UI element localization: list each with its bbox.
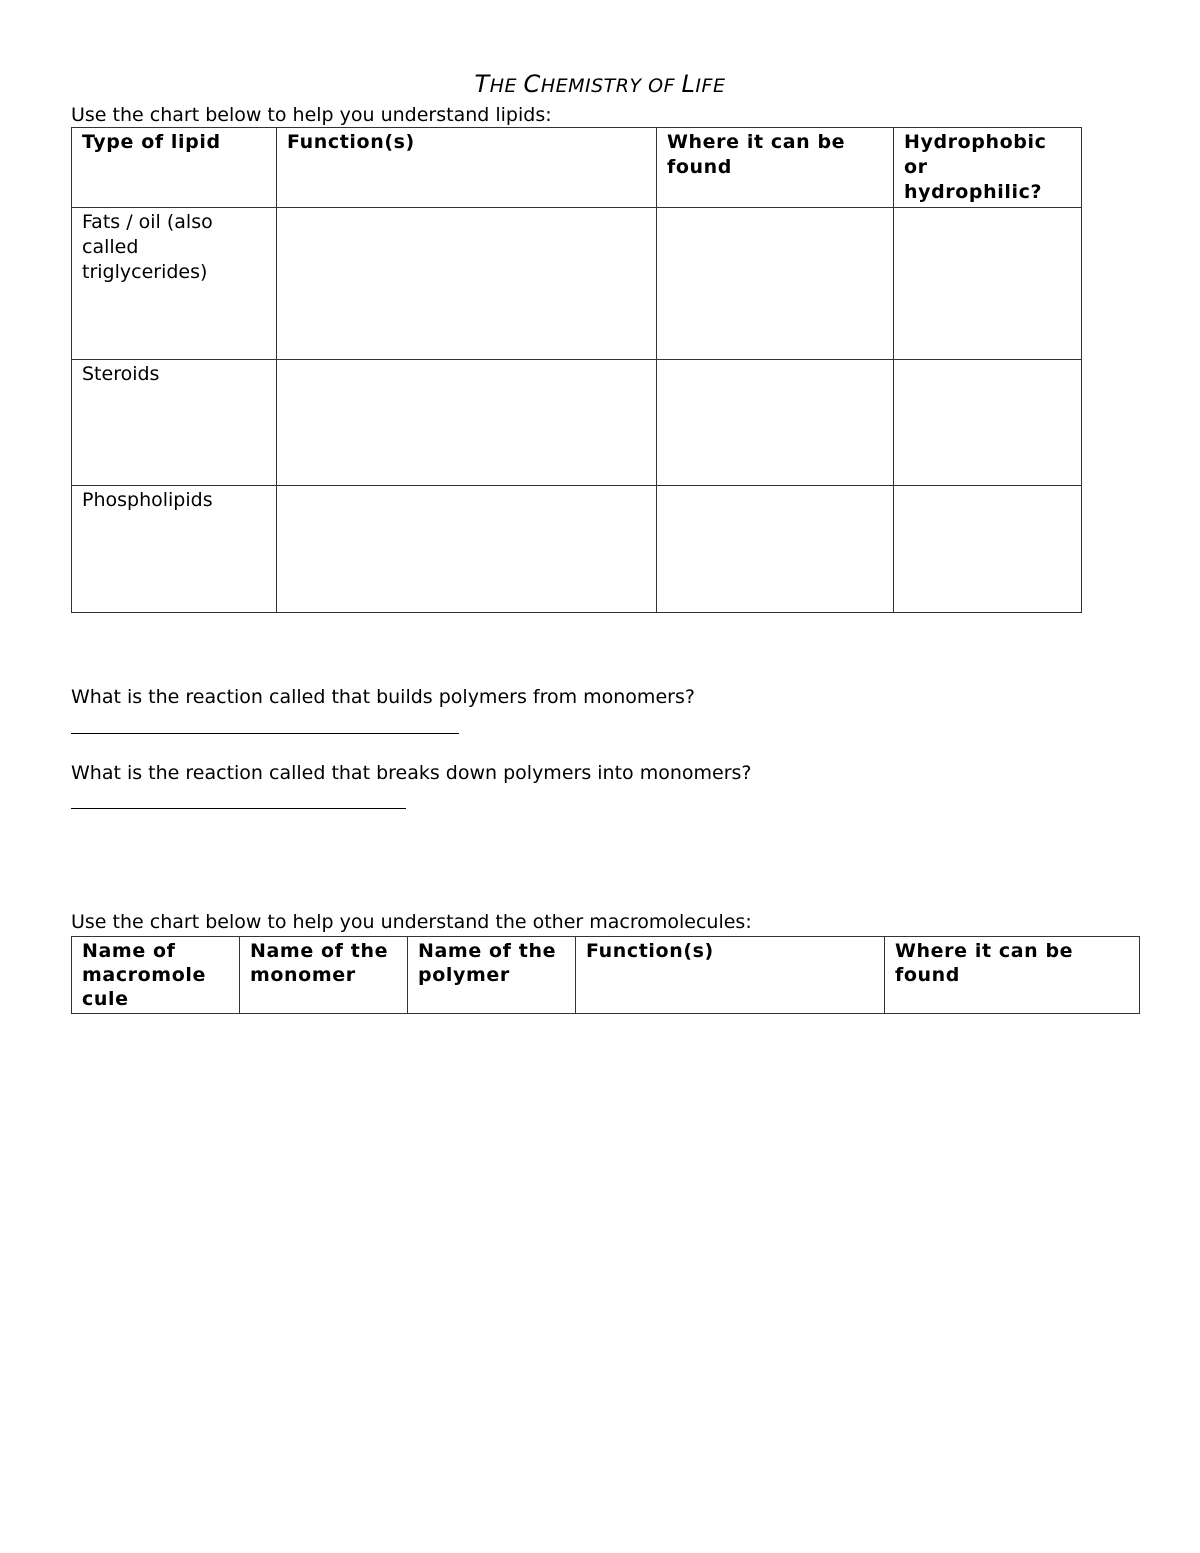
lipids-intro: Use the chart below to help you understand lipids: [71,104,552,126]
phospholipids-hydrophobic-cell[interactable] [894,486,1082,613]
phospholipids-where-found-cell[interactable] [657,486,894,613]
header-name-of-polymer: Name of the polymer [408,937,576,1014]
header-type-of-lipid: Type of lipid [72,128,277,208]
answer-line-breaks-polymers[interactable] [71,808,406,809]
row-label-steroids: Steroids [72,360,277,486]
lipids-header-row [72,128,1082,208]
row-label-fats-oil: Fats / oil (also called triglycerides) [72,208,277,360]
phospholipids-functions-cell[interactable] [277,486,657,613]
header-functions: Function(s) [576,937,885,1014]
table-row [72,486,1082,613]
fats-functions-cell[interactable] [277,208,657,360]
steroids-functions-cell[interactable] [277,360,657,486]
header-hydrophobic-hydrophilic: Hydrophobic or hydrophilic? [894,128,1082,208]
question-builds-polymers: What is the reaction called that builds polymers from monomers? [71,686,695,708]
macromolecules-intro: Use the chart below to help you understand the other macromolecules: [71,911,752,933]
header-name-of-monomer: Name of the monomer [240,937,408,1014]
header-where-found: Where it can be found [657,128,894,208]
row-label-phospholipids: Phospholipids [72,486,277,613]
answer-line-builds-polymers[interactable] [71,733,459,734]
header-name-of-macromolecule: Name of macromole cule [72,937,240,1014]
header-functions: Function(s) [277,128,657,208]
macromolecules-table [71,936,1140,1014]
steroids-where-found-cell[interactable] [657,360,894,486]
steroids-hydrophobic-cell[interactable] [894,360,1082,486]
header-where-found: Where it can be found [885,937,1140,1014]
question-breaks-polymers: What is the reaction called that breaks down polymers into monomers? [71,762,752,784]
macro-header-row [72,937,1140,1014]
lipids-table [71,127,1082,613]
table-row [72,208,1082,360]
table-row [72,360,1082,486]
page-title: THE CHEMISTRY OF LIFE [474,70,726,98]
fats-where-found-cell[interactable] [657,208,894,360]
fats-hydrophobic-cell[interactable] [894,208,1082,360]
